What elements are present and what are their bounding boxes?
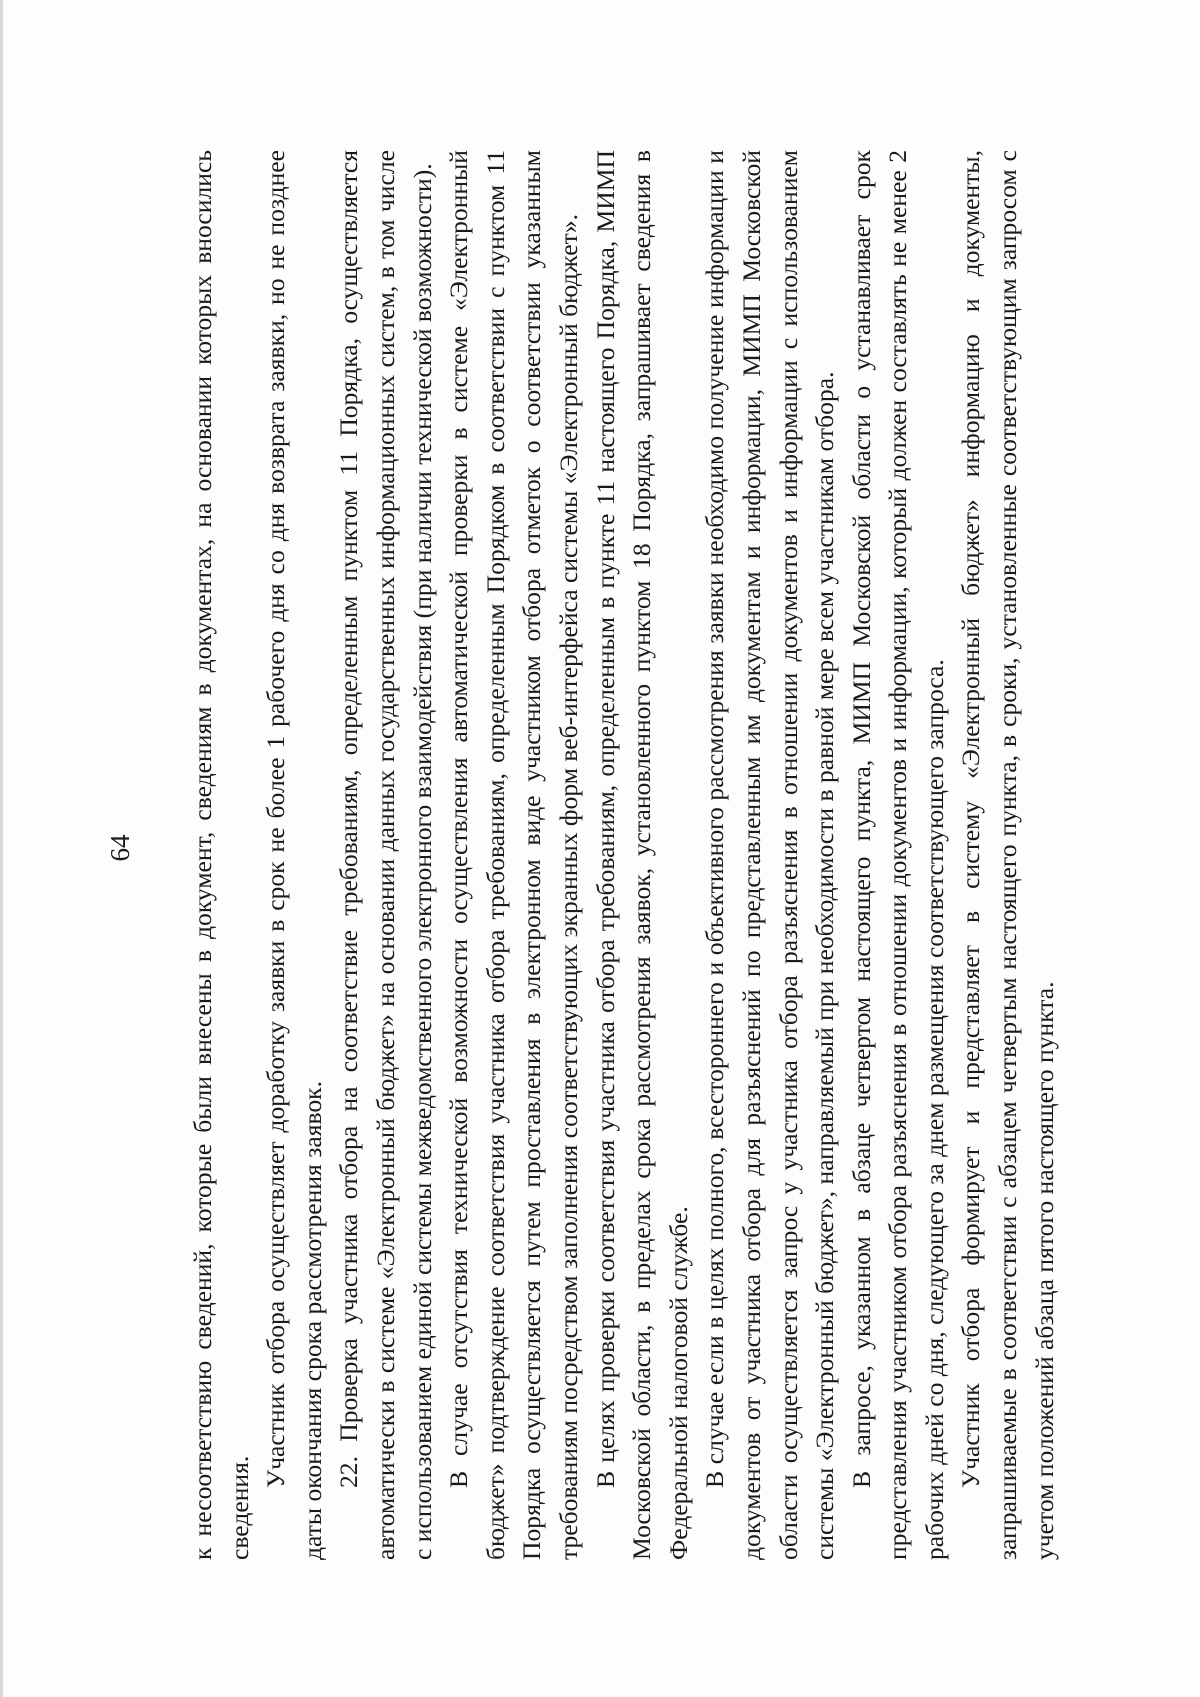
paragraph: к несоответствию сведений, которые были внесены в документ, сведениям в документах, на основании которых вносились сведения. — [188, 150, 254, 1560]
page-number: 64 — [105, 834, 135, 862]
paragraph: В случае если в целях полного, всестороннего и объективного рассмотрения заявки необходимо получение информации и документов от участника отбора для разъяснений по представленным им документам и информации, МИМП Московской области осуществляется запрос у участника отбора разъяснения в отношении документов и информации с использованием системы «Электронный бюджет», направляемый при необходимости в равной мере всем участникам отбора. — [700, 150, 840, 1560]
rotated-page — [105, 68, 1095, 1628]
paragraph: Участник отбора осуществляет доработку заявки в срок не более 1 рабочего дня со дня возврата заявки, но не позднее даты окончания срока рассмотрения заявок. — [261, 150, 327, 1560]
paragraph: 22. Проверка участника отбора на соответствие требованиям, определенным пунктом 11 Порядка, осуществляется автоматически в системе «Электронный бюджет» на основании данных государственных информационных систем, в том числе с использованием единой системы межведомственного электронного взаимодействия (при наличии технической возможности). — [334, 150, 437, 1560]
document-body — [185, 150, 1063, 1560]
scan-edge — [0, 0, 3, 1697]
paragraph: В случае отсутствия технической возможности осуществления автоматической проверки в системе «Электронный бюджет» подтверждение соответствия участника отбора требованиям, определенным Порядком в соответствии с пунктом 11 Порядка осуществляется путем проставления в электронном виде участником отбора отметок о соответствии указанным требованиям посредством заполнения соответствующих экранных форм веб-интерфейса системы «Электронный бюджет». — [444, 150, 583, 1560]
paragraph: Участник отбора формирует и представляет в систему «Электронный бюджет» информацию и документы, запрашиваемые в соответствии с абзацем четвертым настоящего пункта, в сроки, установленные соответствующим запросом с учетом положений абзаца пятого настоящего пункта. — [956, 150, 1059, 1560]
paragraph: В запросе, указанном в абзаце четвертом настоящего пункта, МИМП Московской области о устанавливает срок представления участником отбора разъяснения в отношении документов и информации, который должен составлять не менее 2 рабочих дней со дня, следующего за днем размещения соответствующего запроса. — [846, 150, 949, 1560]
paragraph: В целях проверки соответствия участника отбора требованиям, определенным в пункте 11 настоящего Порядка, МИМП Московской области, в пределах срока рассмотрения заявок, установленного пунктом 18 Порядка, запрашивает сведения в Федеральной налоговой службе. — [590, 150, 693, 1560]
